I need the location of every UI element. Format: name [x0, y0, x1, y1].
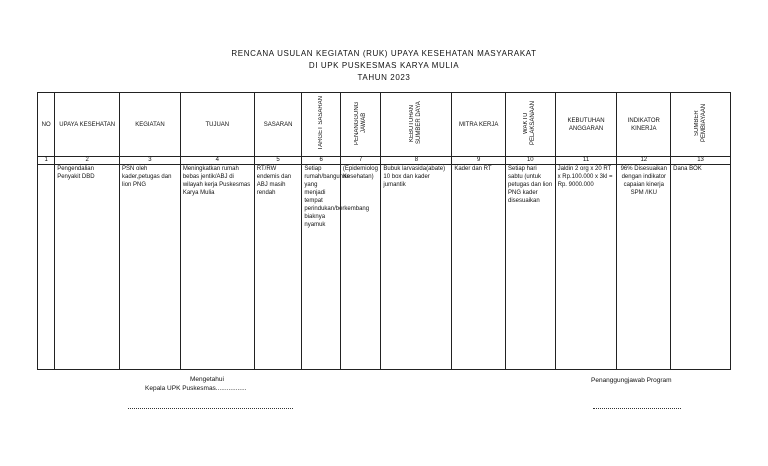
col-header-pembiayaan-text: SUMBER PEMBIAYAAN [693, 103, 707, 143]
col-header-anggaran: KEBUTUHAN ANGGARAN [555, 93, 617, 157]
signature-penanggungjawab-label: Penanggungjawab Program [591, 377, 672, 384]
cell-penanggung: (Epidemiolog Kesehatan) [340, 165, 381, 370]
col-number: 12 [617, 157, 671, 165]
signature-kepala-label: Kepala UPK Puskesmas................. [145, 385, 247, 392]
col-header-penanggung-text: PENANGGUNG JAWAB [353, 101, 367, 145]
col-header-no: NO [38, 93, 55, 157]
cell-kegiatan: PSN oleh kader,petugas dan lion PNG [120, 165, 181, 370]
cell-tujuan: Meningkatkan rumah bebas jentik/ABJ di wilayah kerja Puskesmas Karya Mulia [180, 165, 254, 370]
document-subtitle: DI UPK PUSKESMAS KARYA MULIA [308, 61, 460, 70]
col-header-target-text: TARGET SASARAN [317, 95, 324, 151]
cell-anggaran: Jaldin 2 org x 20 RT x Rp.100.000 x 3kl = Rp. 9000.000 [555, 165, 617, 370]
col-number: 10 [506, 157, 556, 165]
col-number: 2 [55, 157, 120, 165]
ruk-table [37, 92, 731, 370]
col-header-target [302, 93, 341, 157]
col-header-kegiatan: KEGIATAN [120, 93, 181, 157]
cell-pembiayaan: Dana BOK [671, 165, 731, 370]
col-header-waktu-text: WAKTU PELAKSANAAN [523, 100, 537, 146]
table-row [38, 165, 731, 370]
col-number: 6 [302, 157, 341, 165]
col-header-indikator: INDIKATOR KINERJA [617, 93, 671, 157]
cell-mitra: Kader dan RT [452, 165, 506, 370]
col-number: 3 [120, 157, 181, 165]
col-header-pembiayaan [671, 93, 731, 157]
column-number-row [38, 157, 731, 165]
col-number: 1 [38, 157, 55, 165]
col-header-tujuan: TUJUAN [180, 93, 254, 157]
col-number: 4 [180, 157, 254, 165]
cell-no [38, 165, 55, 370]
cell-sumber-daya: Bubuk larvasida(abate) 10 box dan kader jumantik [381, 165, 452, 370]
table-header-row [38, 93, 731, 157]
col-number: 5 [254, 157, 302, 165]
document-year: TAHUN 2023 [357, 73, 411, 82]
col-header-upaya: UPAYA KESEHATAN [55, 93, 120, 157]
col-header-waktu [506, 93, 556, 157]
col-header-sumber-daya [381, 93, 452, 157]
signature-line-left [128, 408, 293, 409]
col-header-sumber-daya-text: KEBUTUHAN SUMBER DAYA [409, 101, 423, 145]
cell-upaya: Pengendalian Penyakit DBD [55, 165, 120, 370]
cell-sasaran: RT/RW endemis dan ABJ masih rendah [254, 165, 302, 370]
col-number: 8 [381, 157, 452, 165]
cell-target: Setiap rumah/bangunan yang menjadi tempat perindukan/berkembang biaknya nyamuk [302, 165, 341, 370]
col-number: 7 [340, 157, 381, 165]
signature-line-right [593, 408, 681, 409]
document-title: RENCANA USULAN KEGIATAN (RUK) UPAYA KESEHATAN MASYARAKAT [231, 49, 537, 58]
signature-mengetahui-label: Mengetahui [190, 376, 224, 383]
cell-indikator: 96% Disesuaikan dengan indikator capaian kinerja SPM /IKU [617, 165, 671, 370]
col-header-sasaran: SASARAN [254, 93, 302, 157]
col-header-mitra: MITRA KERJA [452, 93, 506, 157]
col-number: 11 [555, 157, 617, 165]
cell-waktu: Setiap hari sabtu (untuk petugas dan lion PNG kader disesuaikan [506, 165, 556, 370]
col-header-penanggung [340, 93, 381, 157]
col-number: 9 [452, 157, 506, 165]
col-number: 13 [671, 157, 731, 165]
